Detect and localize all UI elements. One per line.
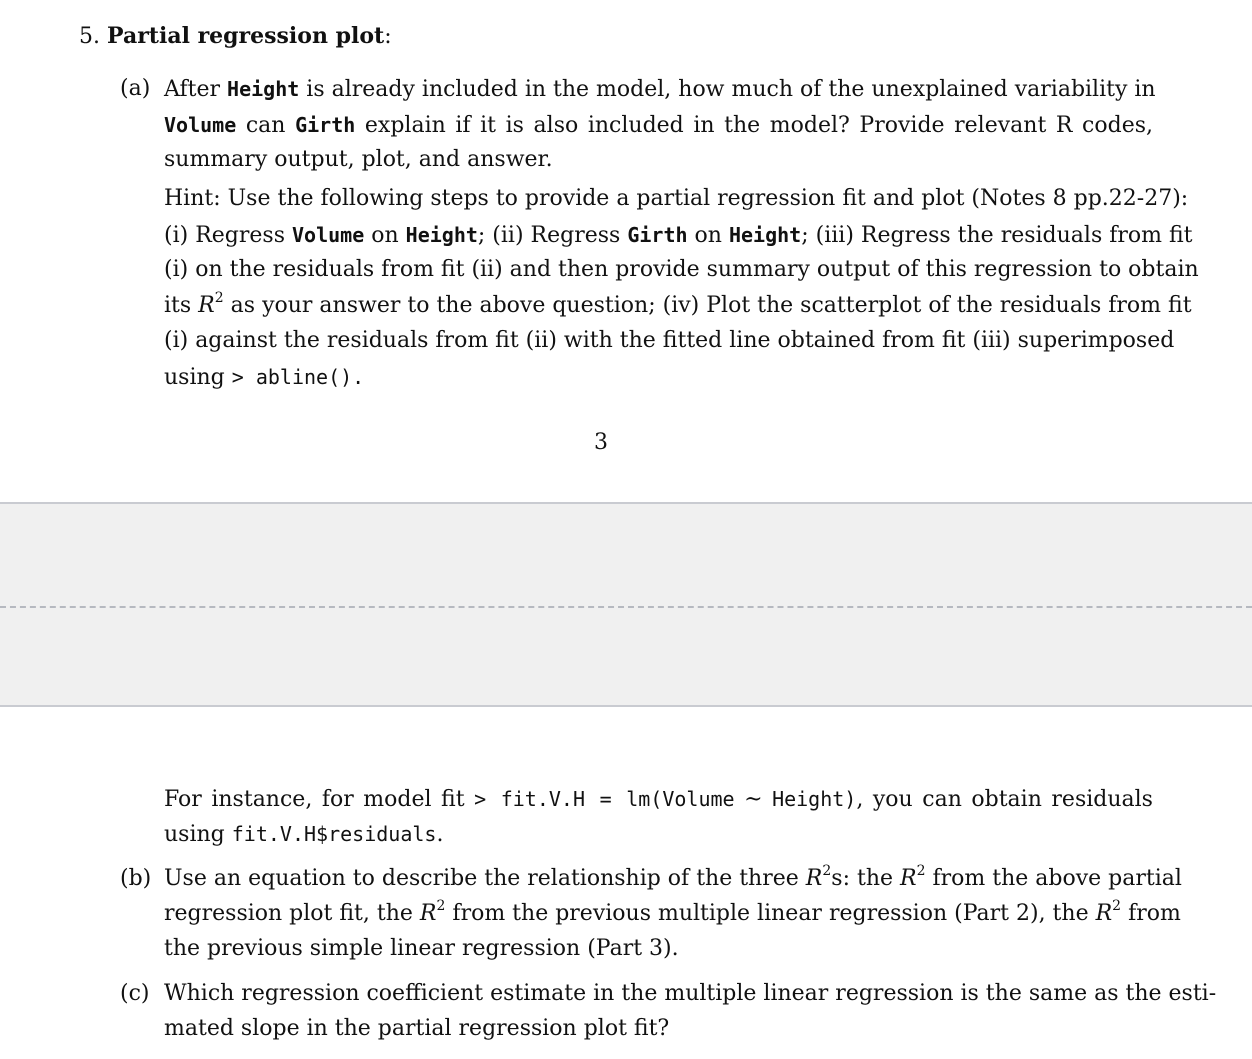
- r-squared: $R^2$: [198, 289, 224, 318]
- code-girth: Girth: [627, 223, 688, 247]
- hint-line-2: (i) Regress Volume on Height; (ii) Regress Girth on Height; (iii) Regress the residuals from fit: [164, 223, 1193, 248]
- part-a-line-3: summary output, plot, and answer.: [164, 147, 553, 172]
- part-c-line-1: Which regression coefficient estimate in the multiple linear regression is the same as the esti-: [164, 981, 1217, 1006]
- part-b-line-2: regression plot fit, the $R^2$ from the previous multiple linear regression (Part 2), the $R^2$ from: [164, 897, 1181, 926]
- hint-line-4: its $R^2$ as your answer to the above question; (iv) Plot the scatterplot of the residuals from fit: [164, 289, 1192, 318]
- code-abline: > abline().: [231, 365, 365, 389]
- question-title-colon: :: [384, 24, 392, 49]
- r-squared: $R^2$: [805, 862, 832, 891]
- code-volume: Volume: [291, 223, 365, 247]
- code-fit-model: > fit.V.H = lm(Volume: [474, 787, 735, 811]
- part-c-label: (c): [120, 981, 150, 1006]
- code-height: Height: [728, 223, 802, 247]
- question-title: Partial regression plot: [107, 23, 385, 49]
- r-squared: $R^2$: [1095, 897, 1122, 926]
- code-height: Height: [227, 77, 300, 101]
- hint-line-1: Hint: Use the following steps to provide a partial regression fit and plot (Notes 8 pp.22-27):: [164, 186, 1189, 211]
- hint-line-5: (i) against the residuals from fit (ii) with the fitted line obtained from fit (iii) superimposed: [164, 328, 1175, 353]
- code-height-close: Height): [772, 787, 857, 811]
- page-break-gap: [0, 502, 1252, 707]
- hint-line-6: using > abline().: [164, 365, 365, 390]
- question-heading: [79, 21, 392, 51]
- part-a-line-2: Volume can Girth explain if it is also included in the model? Provide relevant R codes,: [164, 113, 1154, 138]
- tilde-symbol: ~: [744, 787, 763, 812]
- r-squared: $R^2$: [419, 897, 446, 926]
- code-height: Height: [405, 223, 478, 247]
- hint-line-3: (i) on the residuals from fit (ii) and then provide summary output of this regression to obtain: [164, 257, 1199, 282]
- question-number: 5.: [79, 24, 100, 49]
- part-b-label: (b): [120, 866, 152, 891]
- code-girth: Girth: [295, 113, 356, 137]
- code-volume: Volume: [164, 113, 237, 137]
- part-b-line-3: the previous simple linear regression (Part 3).: [164, 936, 679, 961]
- part-a-continued-line-2: using fit.V.H$residuals.: [164, 822, 444, 847]
- page-number: 3: [594, 430, 608, 455]
- r-squared: $R^2$: [900, 862, 926, 891]
- part-a-label: (a): [120, 76, 151, 101]
- part-c-line-2: mated slope in the partial regression plot fit?: [164, 1016, 670, 1041]
- part-a-continued-line-1: For instance, for model fit > fit.V.H = lm(Volume ~ Height), you can obtain residuals: [164, 787, 1153, 812]
- code-residuals: fit.V.H$residuals: [231, 822, 437, 846]
- part-b-line-1: Use an equation to describe the relationship of the three $R^2s$: the $R^2$ from the above partial: [164, 862, 1182, 891]
- page-break-dashed-line: [0, 606, 1252, 608]
- part-a-line-1: After Height is already included in the model, how much of the unexplained variability in: [164, 77, 1156, 102]
